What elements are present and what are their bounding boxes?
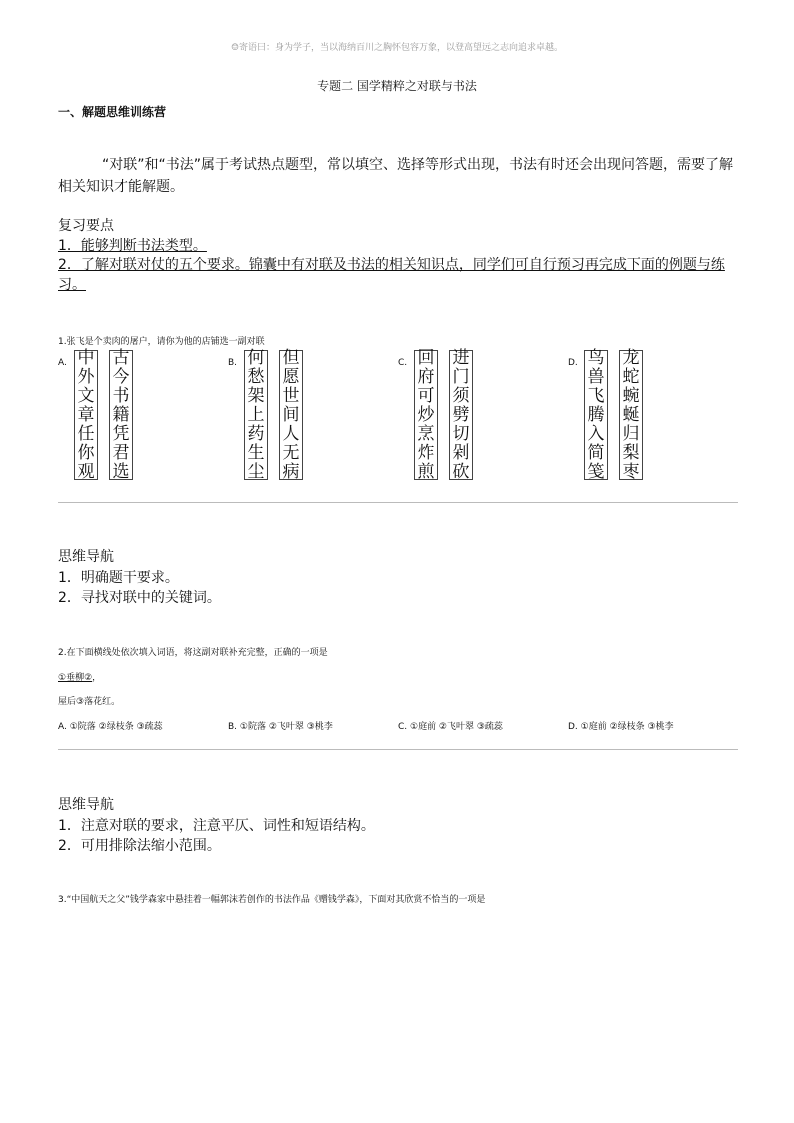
couplet-char: 剁 <box>452 442 470 463</box>
couplet-char: 进 <box>452 347 470 368</box>
couplet-c-left <box>414 347 438 482</box>
review-heading: 复习要点 <box>58 218 114 234</box>
couplet-char: 尘 <box>247 461 265 482</box>
intro-paragraph: “对联”和“书法”属于考试热点题型，常以填空、选择等形式出现，书法有时还会出现问答题，需要了解相关知识才能解题。 <box>58 157 734 195</box>
couplet-char: 兽 <box>587 366 605 387</box>
couplet-char: 切 <box>452 423 470 444</box>
couplet-b-right <box>279 347 303 482</box>
couplet-char: 愿 <box>282 366 300 387</box>
couplet-char: 何 <box>247 347 265 368</box>
couplet-char: 世 <box>282 385 300 406</box>
couplet-char: 煎 <box>417 461 435 482</box>
couplet-char: 简 <box>587 442 605 463</box>
couplet-char: 可 <box>417 385 435 406</box>
couplet-a-left <box>74 347 98 482</box>
question-3-stem: 3.“中国航天之父”钱学森家中悬挂着一幅郭沫若创作的书法作品《赠钱学森》，下面对其欣赏不恰当的一项是 <box>58 895 486 905</box>
couplet-c-right <box>449 347 473 482</box>
question-2-stem: 2.在下面横线处依次填入词语，将这副对联补充完整，正确的一项是 <box>58 648 328 658</box>
couplet-char: 炒 <box>417 404 435 425</box>
couplet-char: 鸟 <box>587 347 605 368</box>
option-b-label: B. <box>228 358 238 368</box>
couplet-char: 章 <box>77 404 95 425</box>
couplet-char: 药 <box>247 423 265 444</box>
couplet-d-left <box>584 347 608 482</box>
option-d-label: D. <box>568 358 578 368</box>
couplet-char: 选 <box>112 461 130 482</box>
couplet-char: 但 <box>282 347 300 368</box>
q2-option-c: C. ①庭前 ②飞叶翠 ③疏蕊 <box>398 722 503 732</box>
couplet-char: 归 <box>622 423 640 444</box>
nav2-item-1: 1．注意对联的要求，注意平仄、词性和短语结构。 <box>58 818 375 834</box>
couplet-char: 任 <box>77 423 95 444</box>
review-point-2: 2．了解对联对仗的五个要求。锦囊中有对联及书法的相关知识点，同学们可自行预习再完成下面的例题与练习。 <box>58 257 725 293</box>
section-heading: 一、解题思维训练营 <box>58 105 167 119</box>
couplet-char: 你 <box>77 442 95 463</box>
couplet-char: 门 <box>452 366 470 387</box>
couplet-char: 今 <box>112 366 130 387</box>
couplet-a-right <box>109 347 133 482</box>
blank-line-1: ①垂柳② <box>58 673 93 683</box>
couplet-b-left <box>244 347 268 482</box>
nav2-heading: 思维导航 <box>58 797 114 813</box>
couplet-char: 中 <box>77 347 95 368</box>
couplet-char: 籍 <box>112 404 130 425</box>
divider <box>58 502 738 503</box>
couplet-char: 病 <box>282 461 300 482</box>
couplet-char: 间 <box>282 404 300 425</box>
couplet-char: 入 <box>587 423 605 444</box>
divider <box>58 749 738 750</box>
review-point-1: 1．能够判断书法类型。 <box>58 238 207 254</box>
couplet-char: 须 <box>452 385 470 406</box>
nav1-item-2: 2．寻找对联中的关键词。 <box>58 590 221 606</box>
couplet-char: 架 <box>247 385 265 406</box>
couplet-char: 古 <box>112 347 130 368</box>
option-c-label: C. <box>398 358 408 368</box>
couplet-line-1 <box>58 670 101 683</box>
couplet-char: 梨 <box>622 442 640 463</box>
motto-header: ☺寄语曰：身为学子，当以海纳百川之胸怀包容万象，以登高望远之志向追求卓越。 <box>230 43 564 53</box>
couplet-char: 腾 <box>587 404 605 425</box>
couplet-char: 回 <box>417 347 435 368</box>
couplet-char: 飞 <box>587 385 605 406</box>
couplet-d-right <box>619 347 643 482</box>
nav2-item-2: 2．可用排除法缩小范围。 <box>58 838 221 854</box>
q2-option-a: A. ①院落 ②绿枝条 ③疏蕊 <box>58 722 163 732</box>
couplet-char: 烹 <box>417 423 435 444</box>
couplet-char: 笺 <box>587 461 605 482</box>
q2-option-b: B. ①院落 ②飞叶翠 ③桃李 <box>228 722 333 732</box>
couplet-char: 龙 <box>622 347 640 368</box>
page-title: 专题二 国学精粹之对联与书法 <box>317 79 477 93</box>
couplet-char: 枣 <box>622 461 640 482</box>
couplet-char: 蛇 <box>622 366 640 387</box>
question-1-stem: 1.张飞是个卖肉的屠户，请你为他的店铺选一副对联 <box>58 337 265 347</box>
couplet-char: 文 <box>77 385 95 406</box>
couplet-char: 人 <box>282 423 300 444</box>
couplet-char: 蜿 <box>622 385 640 406</box>
couplet-char: 砍 <box>452 461 470 482</box>
couplet-char: 上 <box>247 404 265 425</box>
couplet-char: 凭 <box>112 423 130 444</box>
couplet-char: 君 <box>112 442 130 463</box>
couplet-char: 愁 <box>247 366 265 387</box>
couplet-char: 劈 <box>452 404 470 425</box>
comma: ， <box>92 673 102 683</box>
couplet-char: 蜒 <box>622 404 640 425</box>
couplet-char: 书 <box>112 385 130 406</box>
option-a-label: A. <box>58 358 67 368</box>
nav1-item-1: 1．明确题干要求。 <box>58 570 179 586</box>
couplet-char: 炸 <box>417 442 435 463</box>
couplet-char: 府 <box>417 366 435 387</box>
couplet-line-2: 屋后③落花红。 <box>58 697 121 707</box>
couplet-char: 生 <box>247 442 265 463</box>
couplet-char: 无 <box>282 442 300 463</box>
q2-option-d: D. ①庭前 ②绿枝条 ③桃李 <box>568 722 674 732</box>
nav1-heading: 思维导航 <box>58 549 114 565</box>
couplet-char: 观 <box>77 461 95 482</box>
couplet-char: 外 <box>77 366 95 387</box>
